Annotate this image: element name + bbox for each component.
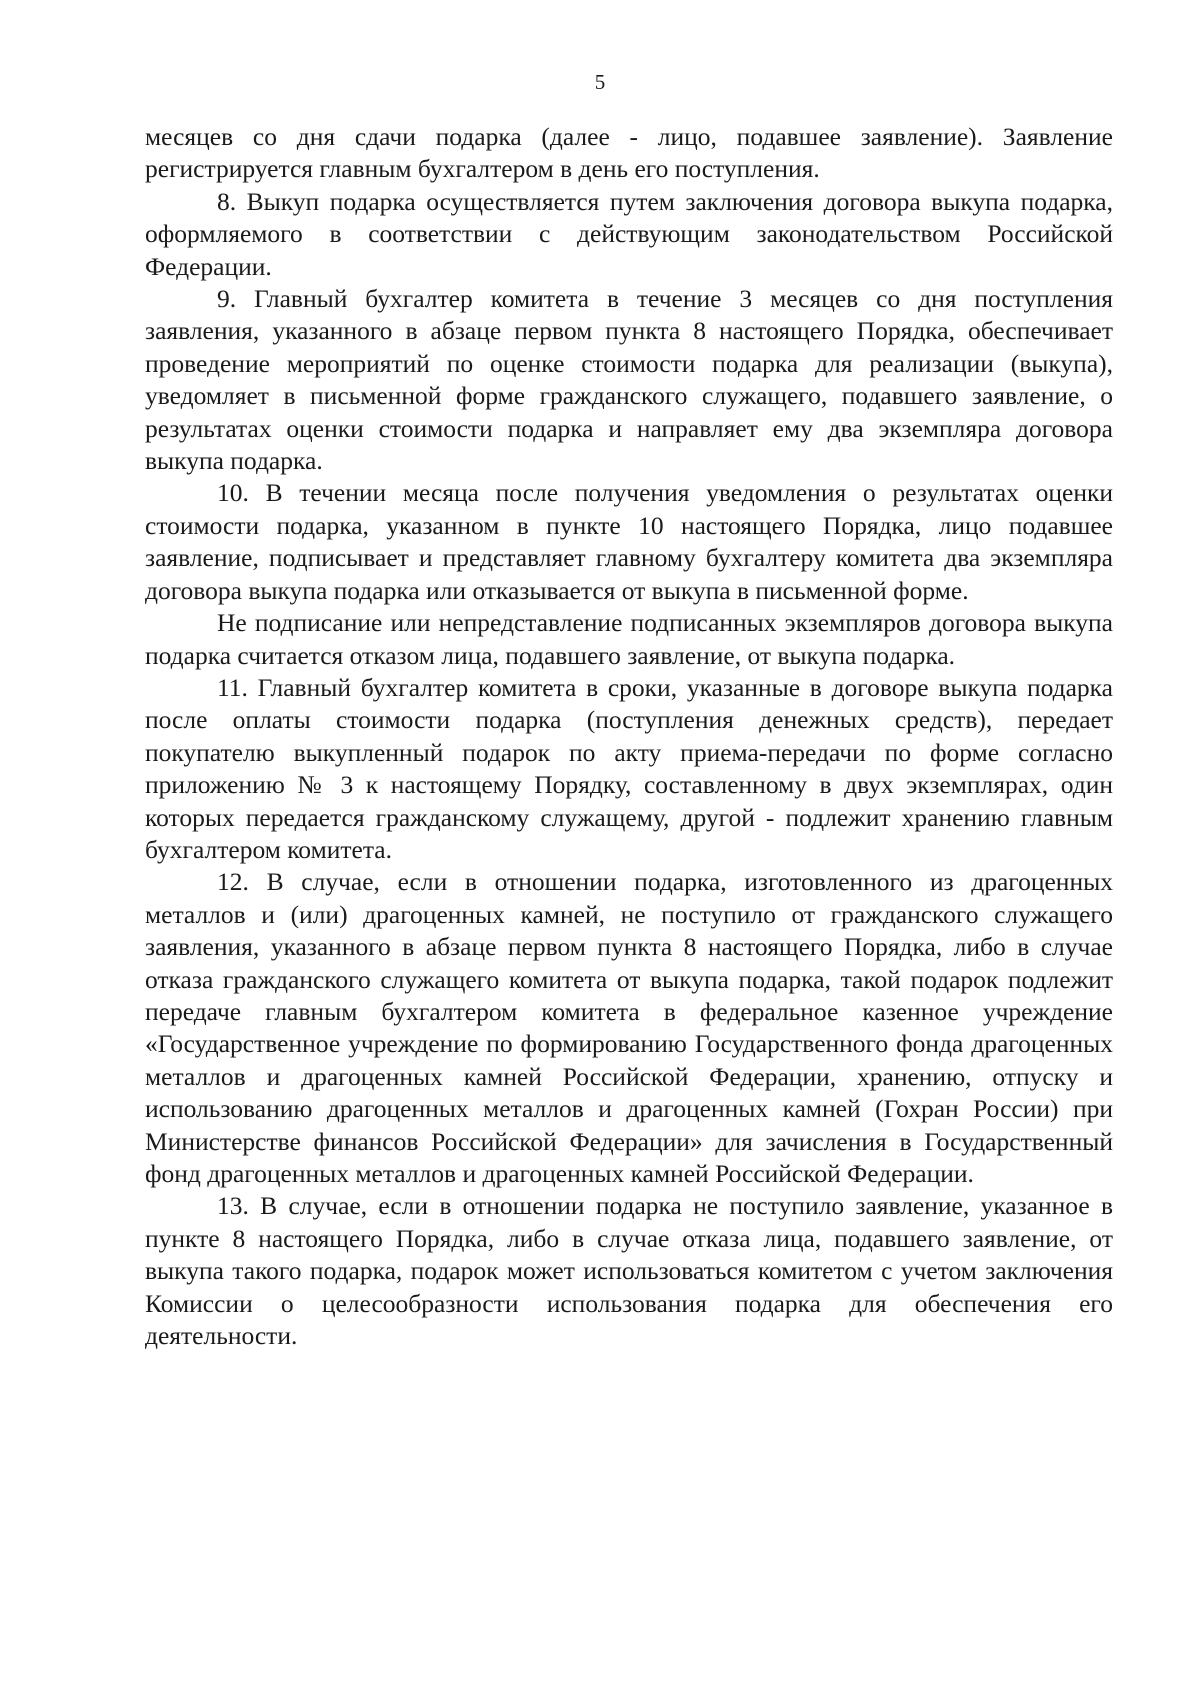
paragraph-item-12: 12. В случае, если в отношении подарка, изготовленного из драгоценных металлов и (или) драгоценных камней, не поступило от гражданского служащего заявления, указанного в абзаце первом пункта 8 настоящего Порядка, либо в случае отказа гражданского служащего комитета от выкупа подарка, такой подарок подлежит передаче главным бухгалтером комитета в федеральное казенное учреждение «Государственное учреждение по формированию Государственного фонда драгоценных металлов и драгоценных камней Российской Федерации, хранению, отпуску и использованию драгоценных металлов и драгоценных камней (Гохран России) при Министерстве финансов Российской Федерации» для зачисления в Государственный фонд драгоценных металлов и драгоценных камней Российской Федерации.: [145, 867, 1113, 1188]
paragraph-item-11: 11. Главный бухгалтер комитета в сроки, указанные в договоре выкупа подарка после оплаты стоимости подарка (поступления денежных средств), передает покупателю выкупленный подарок по акту приема-передачи по форме согласно приложению № 3 к настоящему Порядку, составленному в двух экземплярах, один которых передается гражданскому служащему, другой - подлежит хранению главным бухгалтером комитета.: [145, 672, 1113, 864]
page-number: 5: [594, 70, 606, 94]
document-body: [145, 121, 1113, 1352]
paragraph-item-8: 8. Выкуп подарка осуществляется путем заключения договора выкупа подарка, оформляемого в соответствии с действующим законодательством Российской Федерации.: [145, 186, 1113, 281]
paragraph-continuation: месяцев со дня сдачи подарка (далее - лицо, подавшее заявление). Заявление регистрируется главным бухгалтером в день его поступления.: [145, 122, 1113, 184]
paragraph-item-10: 10. В течении месяца после получения уведомления о результатах оценки стоимости подарка, указанном в пункте 10 настоящего Порядка, лицо подавшее заявление, подписывает и представляет главному бухгалтеру комитета два экземпляра договора выкупа подарка или отказывается от выкупа в письменной форме.: [145, 478, 1113, 605]
paragraph-item-9: 9. Главный бухгалтер комитета в течение 3 месяцев со дня поступления заявления, указанного в абзаце первом пункта 8 настоящего Порядка, обеспечивает проведение мероприятий по оценке стоимости подарка для реализации (выкупа), уведомляет в письменной форме гражданского служащего, подавшего заявление, о результатах оценки стоимости подарка и направляет ему два экземпляра договора выкупа подарка.: [145, 284, 1113, 476]
paragraph-item-13: 13. В случае, если в отношении подарка не поступило заявление, указанное в пункте 8 настоящего Порядка, либо в случае отказа лица, подавшего заявление, от выкупа такого подарка, подарок может использоваться комитетом с учетом заключения Комиссии о целесообразности использования подарка для обеспечения его деятельности.: [145, 1191, 1113, 1351]
paragraph-item-10-note: Не подписание или непредставление подписанных экземпляров договора выкупа подарка считается отказом лица, подавшего заявление, от выкупа подарка.: [145, 608, 1113, 670]
